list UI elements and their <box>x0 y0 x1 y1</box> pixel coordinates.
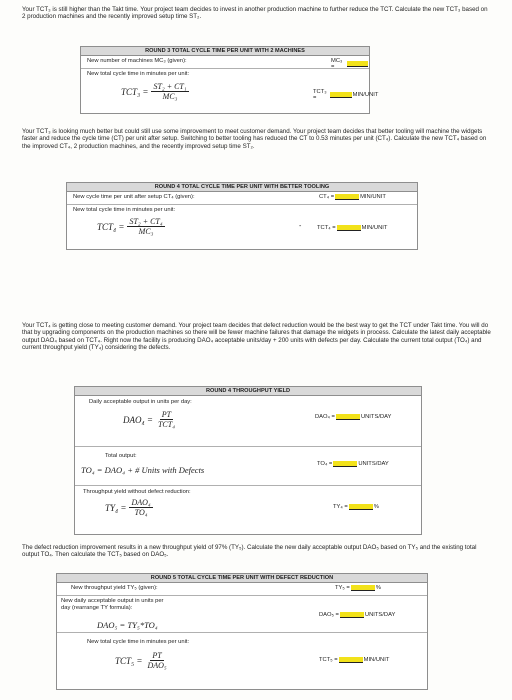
round3-table-title: ROUND 3 TOTAL CYCLE TIME PER UNIT WITH 2 MACHINES <box>81 47 369 56</box>
round4-row-tct <box>67 205 417 249</box>
separator-mark: - <box>299 223 302 230</box>
to4-label: Total output: <box>105 453 137 459</box>
tct4-answer-field[interactable] <box>337 225 361 231</box>
round3-machines-label: New number of machines MC₃ (given): <box>87 58 187 64</box>
tct3-answer-field[interactable] <box>330 92 351 98</box>
dao4-answer-field[interactable] <box>336 414 360 420</box>
round4-ct-label: New cycle time per unit after setup CT₄ (given): <box>73 194 195 200</box>
ty5-label: New throughput yield TY₅ (given): <box>71 585 158 591</box>
dao5-answer: DAO₅ = UNITS/DAY <box>319 612 396 618</box>
intro-paragraph-round4: Your TCT₃ is looking much better but could still use some improvement to meet customer demand. Your project team decides that better tooling will machine the widgets faster and reduce the cycle time (CT) per unit after setup. Switching to better tooling has reduced the CT to 0.53 minutes per unit (CT₄). Calculate the new TCT₄ based on the improved CT₄, 2 production machines, and the recently improved setup time ST₂. <box>22 128 487 150</box>
round4-ct-answer: CT₄ = MIN/UNIT <box>319 194 386 200</box>
dao4-equation: DAO₄ = $\frac{PT}{\text{TCT₄}}$ <box>123 410 175 429</box>
round3-row-machines <box>81 56 369 69</box>
round4-row-cycle-time <box>67 192 417 205</box>
ty5-answer-field[interactable] <box>351 585 375 591</box>
throughput-yield-table <box>74 386 422 535</box>
dao5-equation: DAO₅ = TY₅*TO₄ <box>97 620 158 630</box>
round5-row-ty5 <box>57 583 427 596</box>
tct5-label: New total cycle time in minutes per unit: <box>87 639 190 645</box>
ty5-answer: TY₅ = % <box>335 585 381 591</box>
round4-table <box>66 182 418 250</box>
tct5-answer-field[interactable] <box>339 657 363 663</box>
ty4-answer-field[interactable] <box>349 504 373 510</box>
throughput-row-dao4 <box>75 396 421 447</box>
throughput-row-ty4 <box>75 486 421 534</box>
to4-equation: TO₄ = DAO₄ + # Units with Defects <box>81 465 205 475</box>
tct4-equation: TCT₄ = $\frac{\text{ST₂ + CT₄}}{\text{MC₃}}$ <box>97 217 163 236</box>
mc3-answer-field[interactable] <box>347 61 368 67</box>
round4-tct-label: New total cycle time in minutes per unit: <box>73 207 176 213</box>
tct3-equation: TCT₃ = $\frac{\text{ST₂ + CT₁}}{\text{MC₃}}$ <box>121 82 187 101</box>
intro-paragraph-round3: Your TCT₃ is still higher than the Takt time. Your project team decides to invest in another production machine to further reduce the TCT. Calculate the new TCT₃ based on 2 production machines and the recently improved setup time ST₂. <box>22 6 488 21</box>
round5-row-dao5 <box>57 596 427 633</box>
round3-tct-answer: TCT₃ = MIN/UNIT <box>313 89 379 101</box>
throughput-row-to4 <box>75 447 421 486</box>
round3-tct-label: New total cycle time in minutes per unit: <box>87 71 190 77</box>
dao5-answer-field[interactable] <box>340 612 364 618</box>
to4-answer-field[interactable] <box>333 461 357 467</box>
intro-paragraph-round5: The defect reduction improvement results in a new throughput yield of 97% (TY₅). Calculate the new daily acceptable output DAO₅ based on TY₅ and the existing total output TO₄. Then calculate the TCT₅ based on DAO₅. <box>22 544 477 559</box>
round5-table <box>56 573 428 690</box>
round3-table <box>80 46 379 114</box>
ct4-answer-field[interactable] <box>335 194 359 200</box>
tct5-answer: TCT₅ = MIN/UNIT <box>319 657 390 663</box>
to4-answer: TO₄ = UNITS/DAY <box>317 461 389 467</box>
round3-machines-answer: MC₃ = <box>331 58 369 70</box>
tct5-equation: TCT₅ = $\frac{PT}{\text{DAO₅}}$ <box>115 651 167 670</box>
ty4-answer: TY₄ = % <box>333 504 379 510</box>
round4-table-title: ROUND 4 TOTAL CYCLE TIME PER UNIT WITH BETTER TOOLING <box>67 183 417 192</box>
ty4-equation: TY₄ = $\frac{\text{DAO₄}}{\text{TO₄}}$ <box>105 498 151 517</box>
intro-paragraph-throughput: Your TCT₄ is getting close to meeting customer demand. Your project team decides that defect reduction would be the best way to get the TCT under Takt time. You will do that by upgrading components on the production machines so there will be fewer machine failures that damage the widgets in process. Calculate the latest daily acceptable output DAO₄ based on TCT₄. Right now the facility is producing DAO₄ acceptable units/day + 200 units with defects per day. Calculate the current total output (TO₄) and current throughput yield (TY₄) considering the defects. <box>22 322 491 352</box>
ty4-label: Throughput yield without defect reduction: <box>83 489 191 495</box>
dao5-label: New daily acceptable output in units per day (rearrange TY formula): <box>61 598 164 611</box>
round5-row-tct5 <box>57 633 427 689</box>
dao4-answer: DAO₄ = UNITS/DAY <box>315 414 392 420</box>
throughput-table-title: ROUND 4 THROUGHPUT YIELD <box>75 387 421 396</box>
round3-row-tct <box>81 69 379 113</box>
dao4-label: Daily acceptable output in units per day: <box>89 399 192 405</box>
round4-tct-answer: TCT₄ = MIN/UNIT <box>317 225 388 231</box>
round5-table-title: ROUND 5 TOTAL CYCLE TIME PER UNIT WITH DEFECT REDUCTION <box>57 574 427 583</box>
